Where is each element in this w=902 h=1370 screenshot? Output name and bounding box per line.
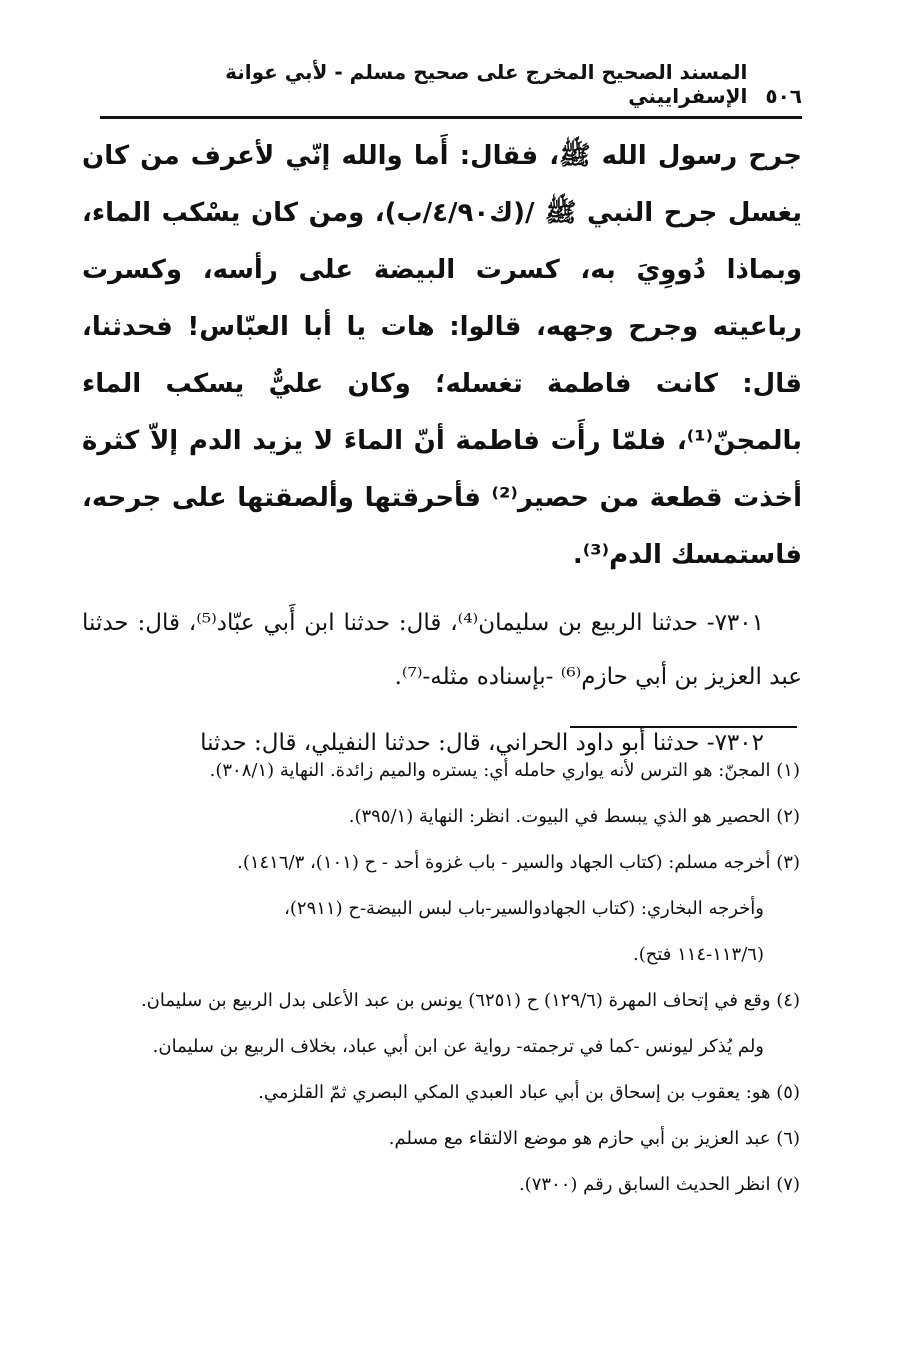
hadith-7302-paragraph: ٧٣٠٢- حدثنا أبو داود الحراني، قال: حدثنا النفيلي، قال: حدثنا bbox=[200, 730, 764, 756]
page-number: ٥٠٦ bbox=[765, 84, 802, 108]
footnote-3: (٣) أخرجه مسلم: (كتاب الجهاد والسير - باب غزوة أحد - ح (١٠١)، ١٤١٦/٣). bbox=[237, 852, 800, 873]
footnote-4-continuation: ولم يُذكر ليونس -كما في ترجمته- رواية عن ابن أبي عباد، بخلاف الربيع بن سليمان. bbox=[152, 1036, 764, 1057]
footnote-3-continuation: (١١٣/٦-١١٤ فتح). bbox=[632, 944, 764, 965]
footnotes bbox=[90, 748, 800, 1208]
hadith-7301-paragraph: ٧٣٠١- حدثنا الربيع بن سليمان⁽⁴⁾، قال: حدثنا ابن أَبي عبّاد⁽⁵⁾، قال: حدثنا عبد العزيز بن أبي حازم⁽⁶⁾ -بإسناده مثله-⁽⁷⁾. bbox=[82, 610, 802, 690]
footnote-7: (٧) انظر الحديث السابق رقم (٧٣٠٠). bbox=[518, 1174, 800, 1195]
footnote-1: (١) المجنّ: هو الترس لأنه يواري حامله أي: يستره والميم زائدة. النهاية (٣٠٨/١). bbox=[209, 760, 800, 781]
footnote-3-continuation: وأخرجه البخاري: (كتاب الجهادوالسير-باب لبس البيضة-ح (٢٩١١)، bbox=[284, 898, 764, 919]
running-header bbox=[100, 60, 802, 114]
footnote-separator bbox=[570, 726, 797, 728]
footnote-5: (٥) هو: يعقوب بن إسحاق بن أبي عباد العبدي المكي البصري ثمّ القلزمي. bbox=[258, 1082, 800, 1103]
main-text bbox=[82, 128, 802, 770]
footnote-4: (٤) وقع في إتحاف المهرة (١٢٩/٦) ح (٦٢٥١) يونس بن عبد الأعلى بدل الربيع بن سليمان. bbox=[140, 990, 800, 1011]
footnote-6: (٦) عبد العزيز بن أبي حازم هو موضع الالتقاء مع مسلم. bbox=[388, 1128, 800, 1149]
book-title: المسند الصحيح المخرج على صحيح مسلم - لأبي عوانة الإسفراييني bbox=[225, 60, 748, 108]
hadith-text-paragraph: جرح رسول الله ﷺ، فقال: أَما والله إنّي لأعرف من كان يغسل جرح النبي ﷺ /(ك٤/٩٠/ب)، ومن كان يسْكب الماء، وبماذا دُووِيَ به، كسرت البيضة على رأسه، وكسرت رباعيته وجرح وجهه، قالوا: هات يا أبا العبّاس! فحدثنا، قال: كانت فاطمة تغسله؛ وكان عليٌّ يسكب الماء بالمجنّ⁽¹⁾، فلمّا رأَت فاطمة أنّ الماءَ لا يزيد الدم إلاّ كثرة أخذت قطعة من حصير⁽²⁾ فأحرقتها وألصقتها على جرحه، فاستمسك الدم⁽³⁾. bbox=[82, 141, 802, 570]
footnote-2: (٢) الحصير هو الذي يبسط في البيوت. انظر: النهاية (٣٩٥/١). bbox=[348, 806, 800, 827]
header-rule bbox=[100, 116, 802, 119]
